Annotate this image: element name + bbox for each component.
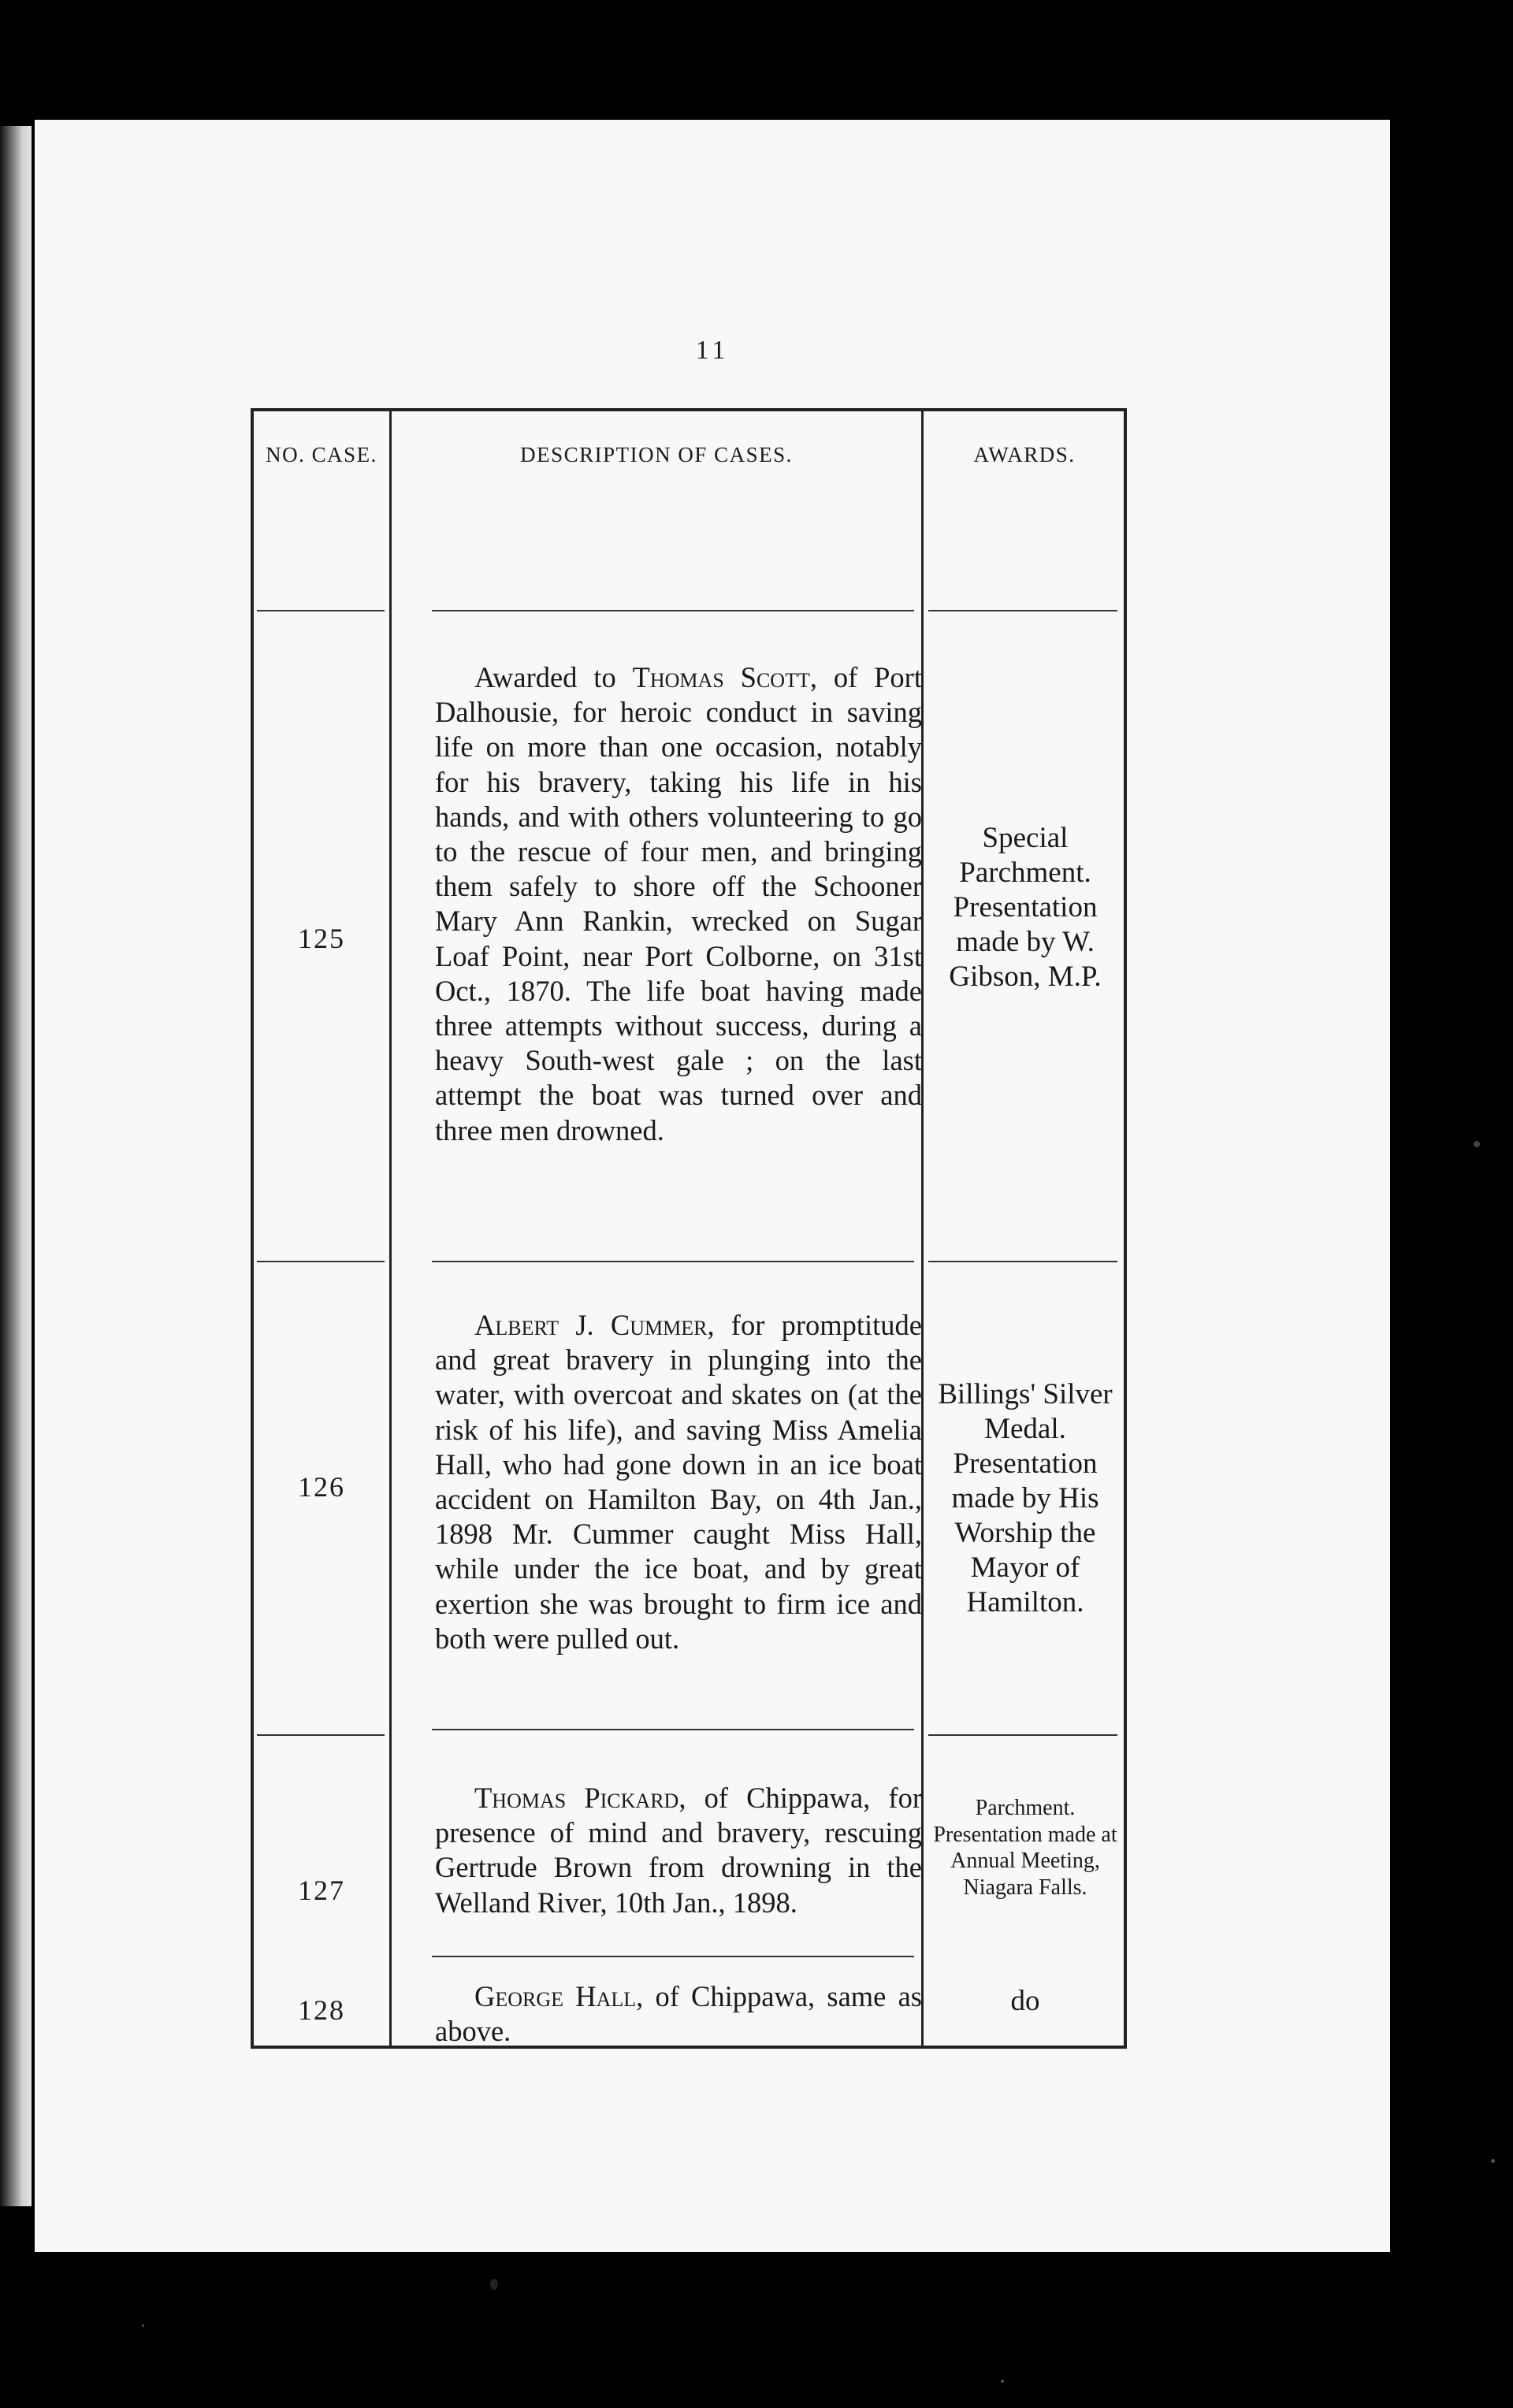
book-page <box>35 120 1390 2252</box>
header-no-case: NO. CASE. <box>266 443 377 466</box>
awards-table <box>252 408 1125 2049</box>
case-number: 128 <box>298 1994 345 2026</box>
column-rule-1 <box>389 408 392 2049</box>
header-rule-col1 <box>257 610 385 611</box>
award-text: do <box>1010 1985 1040 2017</box>
row-rule-col3 <box>928 1734 1117 1736</box>
header-rule-col3 <box>928 610 1117 611</box>
row-rule-col2 <box>432 1729 914 1730</box>
header-rule-col2 <box>432 610 914 611</box>
left-page-edge <box>0 126 32 2206</box>
description-text: , of Port Dalhousie, for heroic conduct in saving life on more than one occasion, notably for his bravery, taking his life in his hands, and with others volunteering to go to the rescue of four men, and bringing them safely to shore off the Schooner Mary Ann Rankin, wrecked on Sugar Loaf Point, near Port Colborne, on 31st Oct., 1870. The life boat having made three attempts without success, during a heavy South-west gale ; on the last attempt the boat was turned over and three men drowned. <box>435 661 922 1146</box>
award-text: Parchment. Presentation made at Annual Meeting, Niagara Falls. <box>933 1796 1117 1900</box>
case-description <box>435 1781 922 1920</box>
case-number: 126 <box>298 1471 345 1503</box>
description-lead-in: Awarded to <box>474 661 633 693</box>
row-rule-col1 <box>257 1734 385 1736</box>
page-number: 11 <box>695 336 730 365</box>
awardee-name: Albert J. Cummer <box>474 1309 708 1341</box>
awardee-name: Thomas Pickard <box>474 1782 679 1814</box>
awardee-name: Thomas Scott <box>632 661 810 693</box>
case-number: 127 <box>298 1875 345 1906</box>
description-text: , of Chippawa, same as above. <box>435 1980 922 2048</box>
case-description <box>435 660 922 1148</box>
description-text: , for promptitude and great bravery in plunging into the water, with overcoat and skates on (at the risk of his life), and saving Miss Amelia Hall, who had gone down in an ice boat accident on Hamilton Bay, on 4th Jan., 1898 Mr. Cummer caught Miss Hall, while under the ice boat, and by great exertion she was brought to firm ice and both were pulled out. <box>435 1309 922 1655</box>
award-text: Billings' Silver Medal. Presentation made by His Worship the Mayor of Hamilton. <box>938 1378 1113 1618</box>
award-text: Special Parchment. Presentation made by W. Gibson, M.P. <box>949 822 1102 993</box>
table-left-rule <box>251 408 254 2049</box>
header-description: DESCRIPTION OF CASES. <box>520 443 793 466</box>
table-top-rule <box>251 408 1127 411</box>
row-rule-col1 <box>257 1261 385 1262</box>
header-awards: AWARDS. <box>973 443 1076 466</box>
row-rule-col2 <box>432 1956 914 1957</box>
row-rule-col3 <box>928 1261 1117 1262</box>
row-rule-col2 <box>432 1261 914 1262</box>
case-number: 125 <box>298 923 345 954</box>
description-text: , of Chippawa, for presence of mind and bravery, rescuing Gertrude Brown from drowning in the Welland River, 10th Jan., 1898. <box>435 1782 922 1919</box>
case-description <box>435 1308 922 1656</box>
awardee-name: George Hall <box>474 1980 637 2012</box>
case-description <box>435 1979 922 2049</box>
